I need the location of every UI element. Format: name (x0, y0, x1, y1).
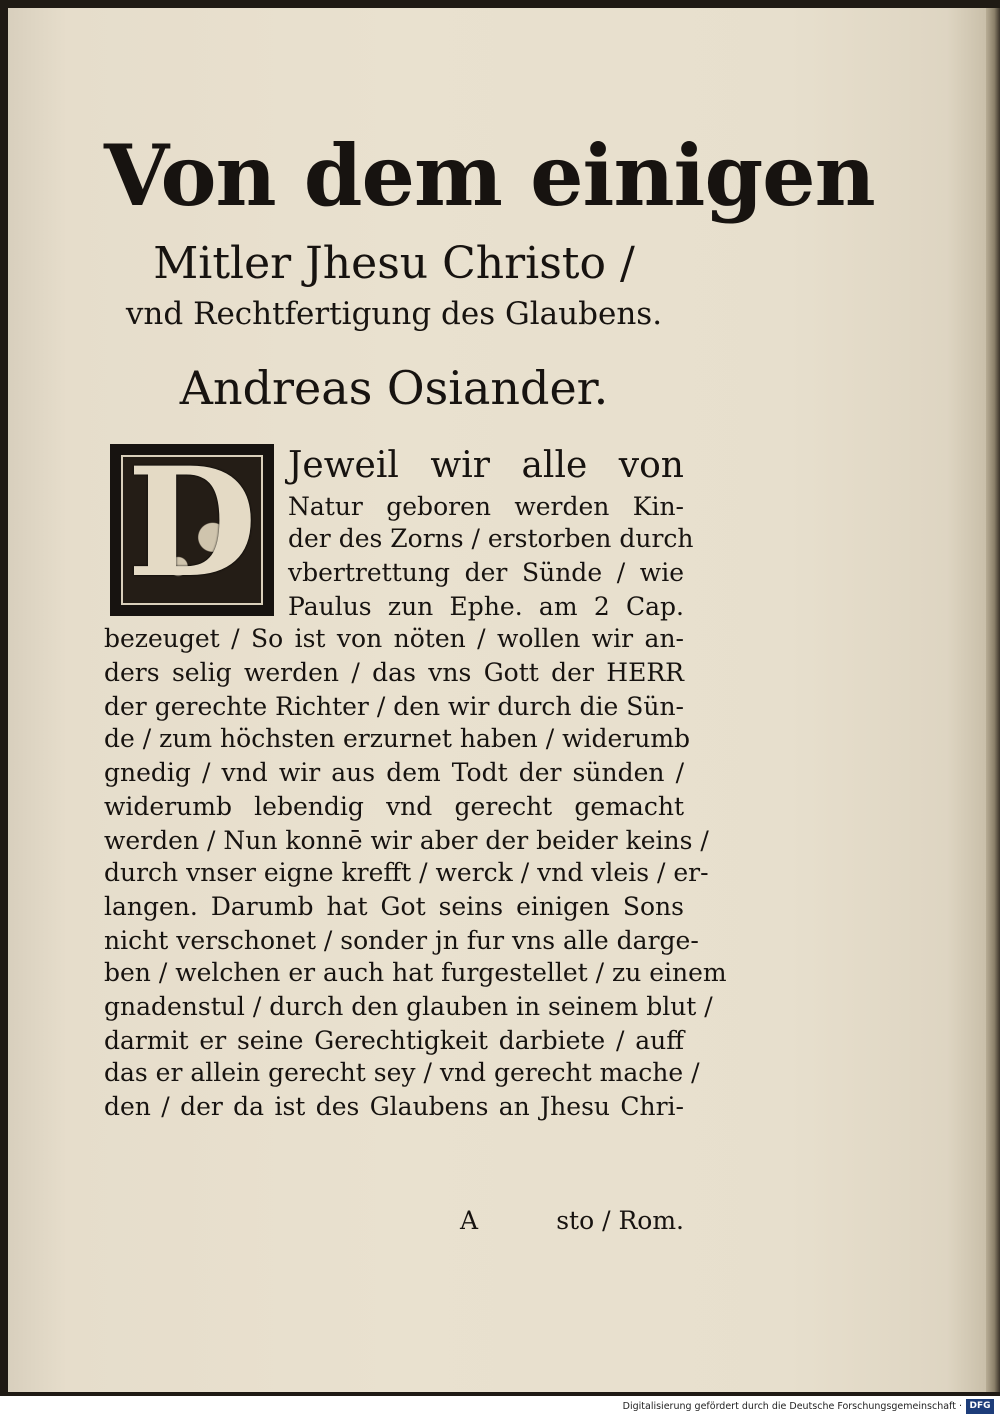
title-line-3: vnd Rechtfertigung des Glaubens. (125, 296, 663, 332)
text-line: vbertrettung der Sünde / wie (288, 558, 684, 587)
signature-mark: A (460, 1206, 479, 1235)
funding-credit: Digitalisierung gefördert durch die Deutsche Forschungsgemeinschaft · (622, 1401, 962, 1412)
text-line: widerumb lebendig vnd gerecht gemacht (104, 792, 684, 821)
text-line: Paulus zun Ephe. am 2 Cap. (288, 592, 684, 621)
text-line: Natur geboren werden Kin- (288, 492, 684, 521)
text-line: gnedig / vnd wir aus dem Todt der sünden / (104, 758, 684, 787)
book-page (8, 8, 986, 1392)
text-line: de / zum höchsten erzurnet haben / widerumb (104, 724, 691, 753)
dfg-logo: DFG (966, 1399, 994, 1414)
text-line: bezeuget / So ist von nöten / wollen wir an- (104, 624, 684, 653)
text-line: der gerechte Richter / den wir durch die Sün- (104, 692, 684, 721)
text-line: langen. Darumb hat Got seins einigen Sons (104, 892, 684, 921)
text-line: ders selig werden / das vns Gott der HERR (104, 658, 684, 687)
page-edge (986, 8, 1000, 1392)
title-line-2: Mitler Jhesu Christo / (153, 238, 635, 289)
text-line: darmit er seine Gerechtigkeit darbiete / auff (104, 1026, 684, 1055)
initial-letter: D (126, 435, 258, 611)
text-line: der des Zorns / erstorben durch (288, 524, 694, 553)
text-line: durch vnser eigne krefft / werck / vnd vleis / er- (104, 858, 709, 887)
text-line: Jeweil wir alle von (288, 445, 684, 486)
text-line: das er allein gerecht sey / vnd gerecht mache / (104, 1058, 700, 1087)
author-line: Andreas Osiander. (179, 361, 609, 415)
footer-bar (0, 1396, 1000, 1418)
title-line-1: Von dem einigen (104, 126, 875, 225)
catchword: sto / Rom. (556, 1206, 684, 1235)
text-line: nicht verschonet / sonder jn fur vns alle darge- (104, 926, 699, 955)
signature-catchword-line (460, 1204, 684, 1238)
decorated-initial (110, 435, 274, 616)
text-line: werden / Nun konnē wir aber der beider keins / (104, 826, 709, 855)
text-line: ben / welchen er auch hat furgestellet / zu einem (104, 958, 727, 987)
text-line: gnadenstul / durch den glauben in seinem blut / (104, 992, 713, 1021)
text-line: den / der da ist des Glaubens an Jhesu Chri- (104, 1092, 684, 1121)
